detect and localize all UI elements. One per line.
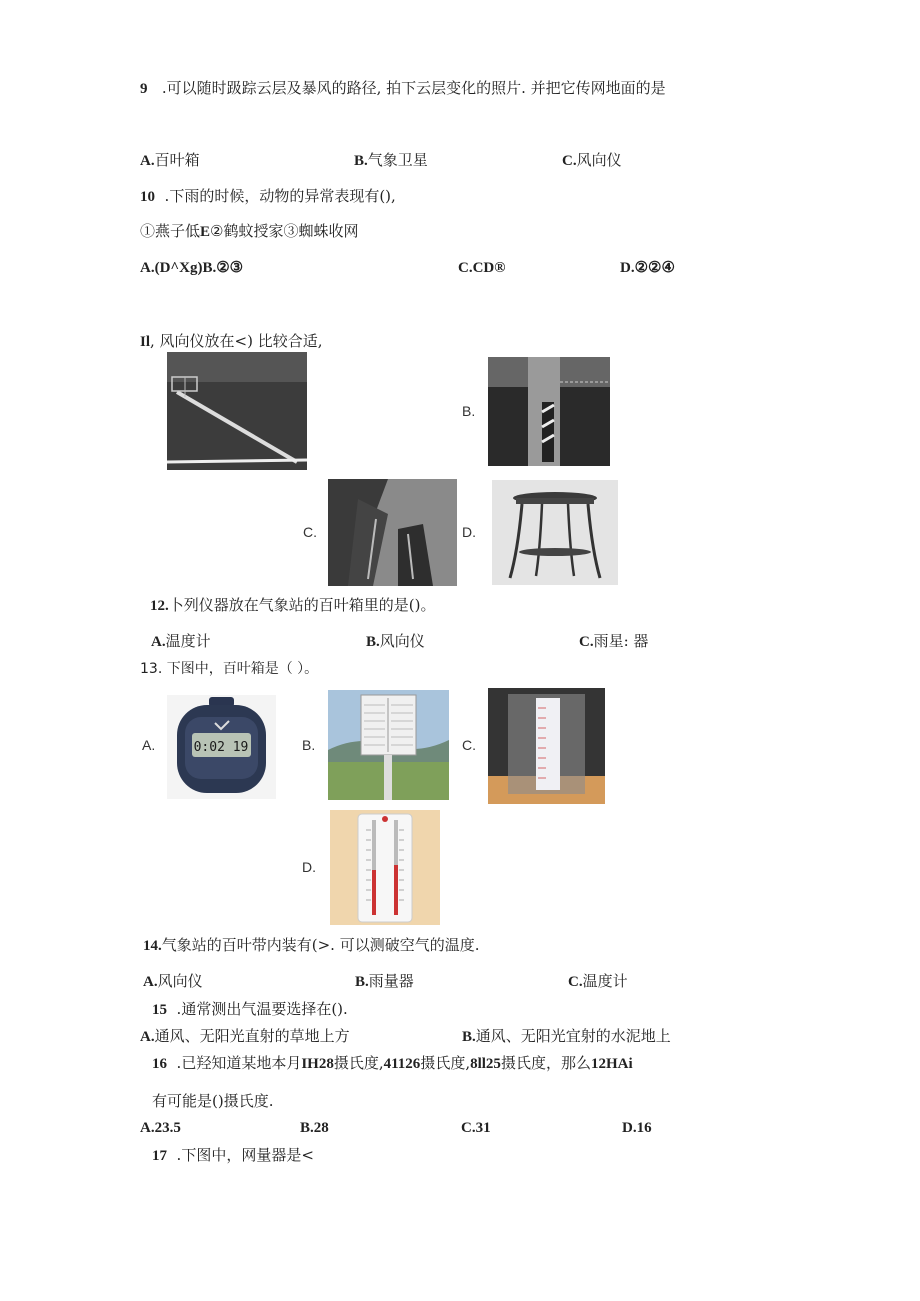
q14-number: 14.	[143, 938, 162, 954]
q9-stem	[140, 79, 666, 98]
q15-number: 15	[152, 1002, 167, 1018]
q14-option-c: C.温度计	[568, 972, 628, 990]
q14-option-a: A.风向仪	[143, 972, 203, 990]
q13-image-b-louver-box	[328, 690, 449, 800]
q17-stem	[152, 1146, 314, 1165]
buildings-photo	[328, 479, 457, 586]
q15-stem	[152, 1000, 348, 1019]
q12-option-a: A.温度计	[151, 632, 211, 650]
q12-option-c: C.雨星: 器	[579, 632, 649, 650]
q10-option-d: D.②②④	[620, 260, 675, 276]
rain-gauge-photo	[488, 688, 605, 804]
q12-option-b: B.风向仪	[366, 632, 425, 650]
q9-option-c: C.风向仪	[562, 151, 622, 169]
q13-stem: 13. 下图中，百叶箱是（ ）。	[140, 661, 319, 677]
q11-label-c: C.	[303, 524, 317, 540]
q10-stem	[140, 187, 396, 206]
q17-number: 17	[152, 1148, 167, 1164]
q11-image-b-pillar	[488, 357, 610, 466]
field-photo	[167, 352, 307, 470]
pillar-photo	[488, 357, 610, 466]
q10-items: ①燕子低E②鹤蚊授家③蜘蛛收网	[140, 222, 359, 240]
q16-number: 16	[152, 1056, 167, 1072]
q16-option-c: C.31	[461, 1120, 491, 1136]
q10-number: 10	[140, 189, 155, 205]
q11-image-d-table	[492, 480, 618, 585]
q17-text: .下图中，网量器是<	[176, 1146, 314, 1164]
q12-stem	[150, 596, 435, 615]
q9-number: 9	[140, 81, 148, 97]
q13-label-a: A.	[142, 737, 156, 753]
q11-label-b: B.	[462, 403, 476, 419]
q13-image-a-stopwatch	[167, 695, 276, 799]
q10-option-c: C.CD®	[458, 260, 506, 276]
table-photo	[492, 480, 618, 585]
stopwatch-display: 0:02 19	[193, 740, 249, 755]
q16-option-b: B.28	[300, 1120, 329, 1136]
q11-image-c-buildings	[328, 479, 457, 586]
q13-label-d: D.	[302, 859, 316, 875]
q11-number: Il	[140, 334, 151, 350]
q9-text: .可以随时趿踪云层及暴风的路径, 拍下云层变化的照片. 并把它传网地面的是	[161, 79, 666, 97]
q10-option-ab: A.(D^Xg)B.②③	[140, 260, 244, 276]
q9-option-a: A.百叶箱	[140, 151, 200, 169]
q11-image-a-field	[167, 352, 307, 470]
q12-number: 12.	[150, 598, 169, 614]
q14-stem	[143, 936, 479, 955]
q16-stem-line2: 有可能是()摄氏度.	[152, 1092, 274, 1110]
q14-text: 气象站的百叶带内装有(>. 可以测破空气的温度.	[161, 936, 480, 954]
q11-stem	[140, 332, 323, 351]
louver-box-photo	[328, 690, 449, 800]
q12-text: 卜列仪器放在气象站的百叶箱里的是()。	[168, 596, 436, 614]
q14-option-b: B.雨量器	[355, 972, 414, 990]
q11-text: , 风向仪放在<) 比较合适,	[150, 332, 323, 350]
q15-option-a: A.通风、无阳光直射的草地上方	[140, 1027, 350, 1045]
q16-option-d: D.16	[622, 1120, 652, 1136]
q15-option-b: B.通风、无阳光宜射的水泥地上	[462, 1027, 671, 1045]
q16-option-a: A.23.5	[140, 1120, 181, 1136]
q11-label-d: D.	[462, 524, 476, 540]
q15-text: .通常测出气温要选择在().	[176, 1000, 348, 1018]
q13-image-d-thermometer	[330, 810, 440, 925]
q13-label-c: C.	[462, 737, 476, 753]
q13-label-b: B.	[302, 737, 316, 753]
thermometer-photo	[330, 810, 440, 925]
q13-image-c-rain-gauge	[488, 688, 605, 804]
q10-text: .下雨的时候，动物的异常表现有(),	[164, 187, 396, 205]
q9-option-b: B.气象卫星	[354, 151, 428, 169]
stopwatch-photo	[167, 695, 276, 799]
q16-stem: 16 .已羟知道某地本月IH28摄氏度,41126摄氏度,8ll25摄氏度，那么12HAi	[152, 1054, 633, 1072]
